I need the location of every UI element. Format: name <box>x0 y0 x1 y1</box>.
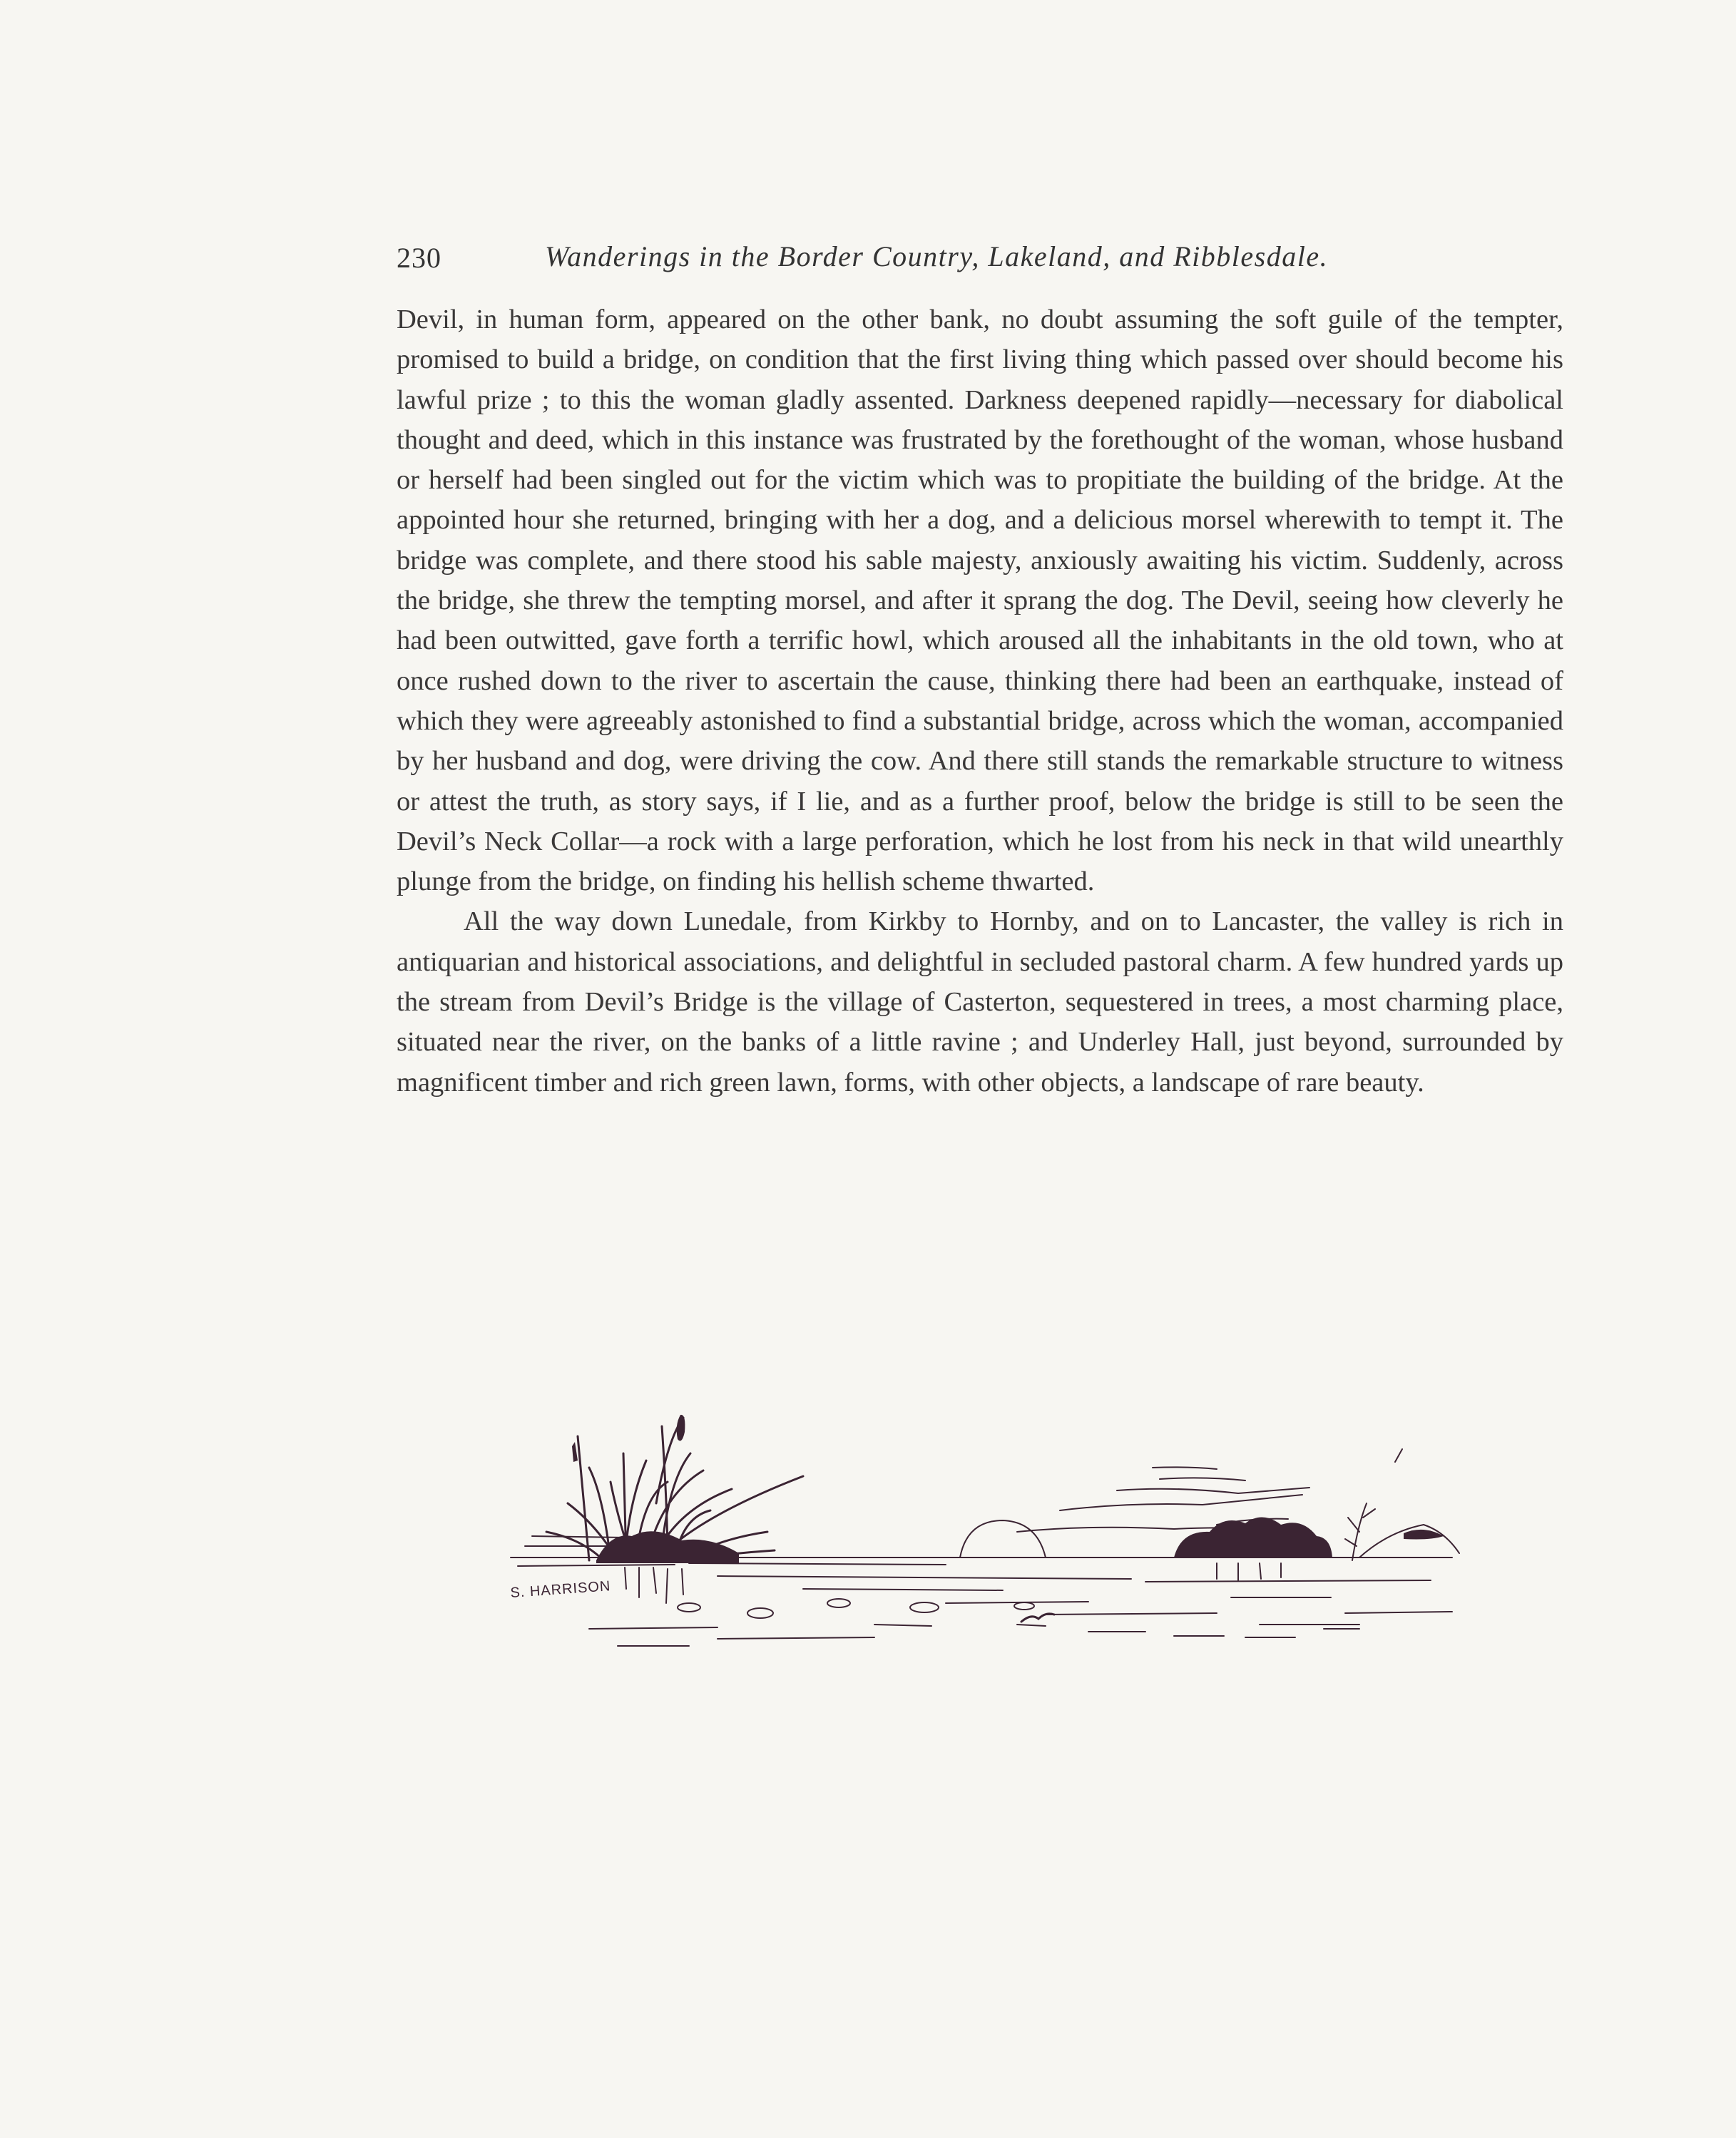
lily-pads <box>678 1599 1034 1618</box>
reed-clump <box>596 1531 739 1563</box>
running-title: Wanderings in the Border Country, Lakeland, and Ribblesdale. <box>545 240 1329 272</box>
body-text <box>397 300 1563 1103</box>
distant-hill <box>1359 1525 1459 1558</box>
paragraph-1: Devil, in human form, appeared on the other bank, no doubt assuming the soft guile of the tempter, promised to build a bridge, on condition that the first living thing which passed over should become his lawful prize ; to this the woman gladly assented. Darkness deepened rapidly—necessary for diabolical thought and deed, which in this instance was frustrated by the forethought of the woman, whose husband or herself had been singled out for the victim which was to propitiate the building of the bridge. At the appointed hour she returned, bringing with her a dog, and a delicious morsel wherewith to tempt it. The bridge was complete, and there stood his sable majesty, anxiously awaiting his victim. Suddenly, across the bridge, she threw the tempting morsel, and after it sprang the dog. The Devil, seeing how cleverly he had been outwitted, gave forth a terrific howl, which aroused all the inhabitants in the old town, who at once rushed down to the river to ascertain the cause, thinking there had been an earthquake, instead of which they were agreeably astonished to find a substantial bridge, across which the woman, accompanied by her husband and dog, were driving the cow. And there still stands the remarkable structure to witness or attest the truth, as story says, if I lie, and as a further proof, below the bridge is still to be seen the Devil’s Neck Collar—a rock with a large perforation, which he lost from his neck in that wild unearthly plunge from the bridge, on finding his hellish scheme thwarted. <box>397 305 1563 897</box>
page-header <box>397 232 1421 282</box>
landscape-illustration <box>504 1411 1466 1724</box>
page-number: 230 <box>397 242 441 274</box>
distant-trees <box>1174 1517 1332 1558</box>
reeds-river-sunset-drawing <box>504 1411 1466 1724</box>
cattail-head-small <box>572 1442 578 1462</box>
sapling <box>1345 1503 1375 1560</box>
paragraph-2: All the way down Lunedale, from Kirkby to Hornby, and on to Lancaster, the valley is rich in antiquarian and historical associations, and delightful in secluded pastoral charm. A few hundred yards up the stream from Devil’s Bridge is the village of Casterton, sequestered in trees, a most charming place, situated near the river, on the banks of a little ravine ; and Underley Hall, just beyond, surrounded by magnificent timber and rich green lawn, forms, with other objects, a landscape of rare beauty. <box>397 906 1563 1098</box>
artist-signature: S. HARRISON <box>509 1578 612 1601</box>
setting-sun <box>960 1520 1046 1558</box>
sky-strokes <box>1017 1449 1402 1532</box>
water-reflections <box>625 1563 1281 1603</box>
cattail-head <box>677 1415 685 1441</box>
